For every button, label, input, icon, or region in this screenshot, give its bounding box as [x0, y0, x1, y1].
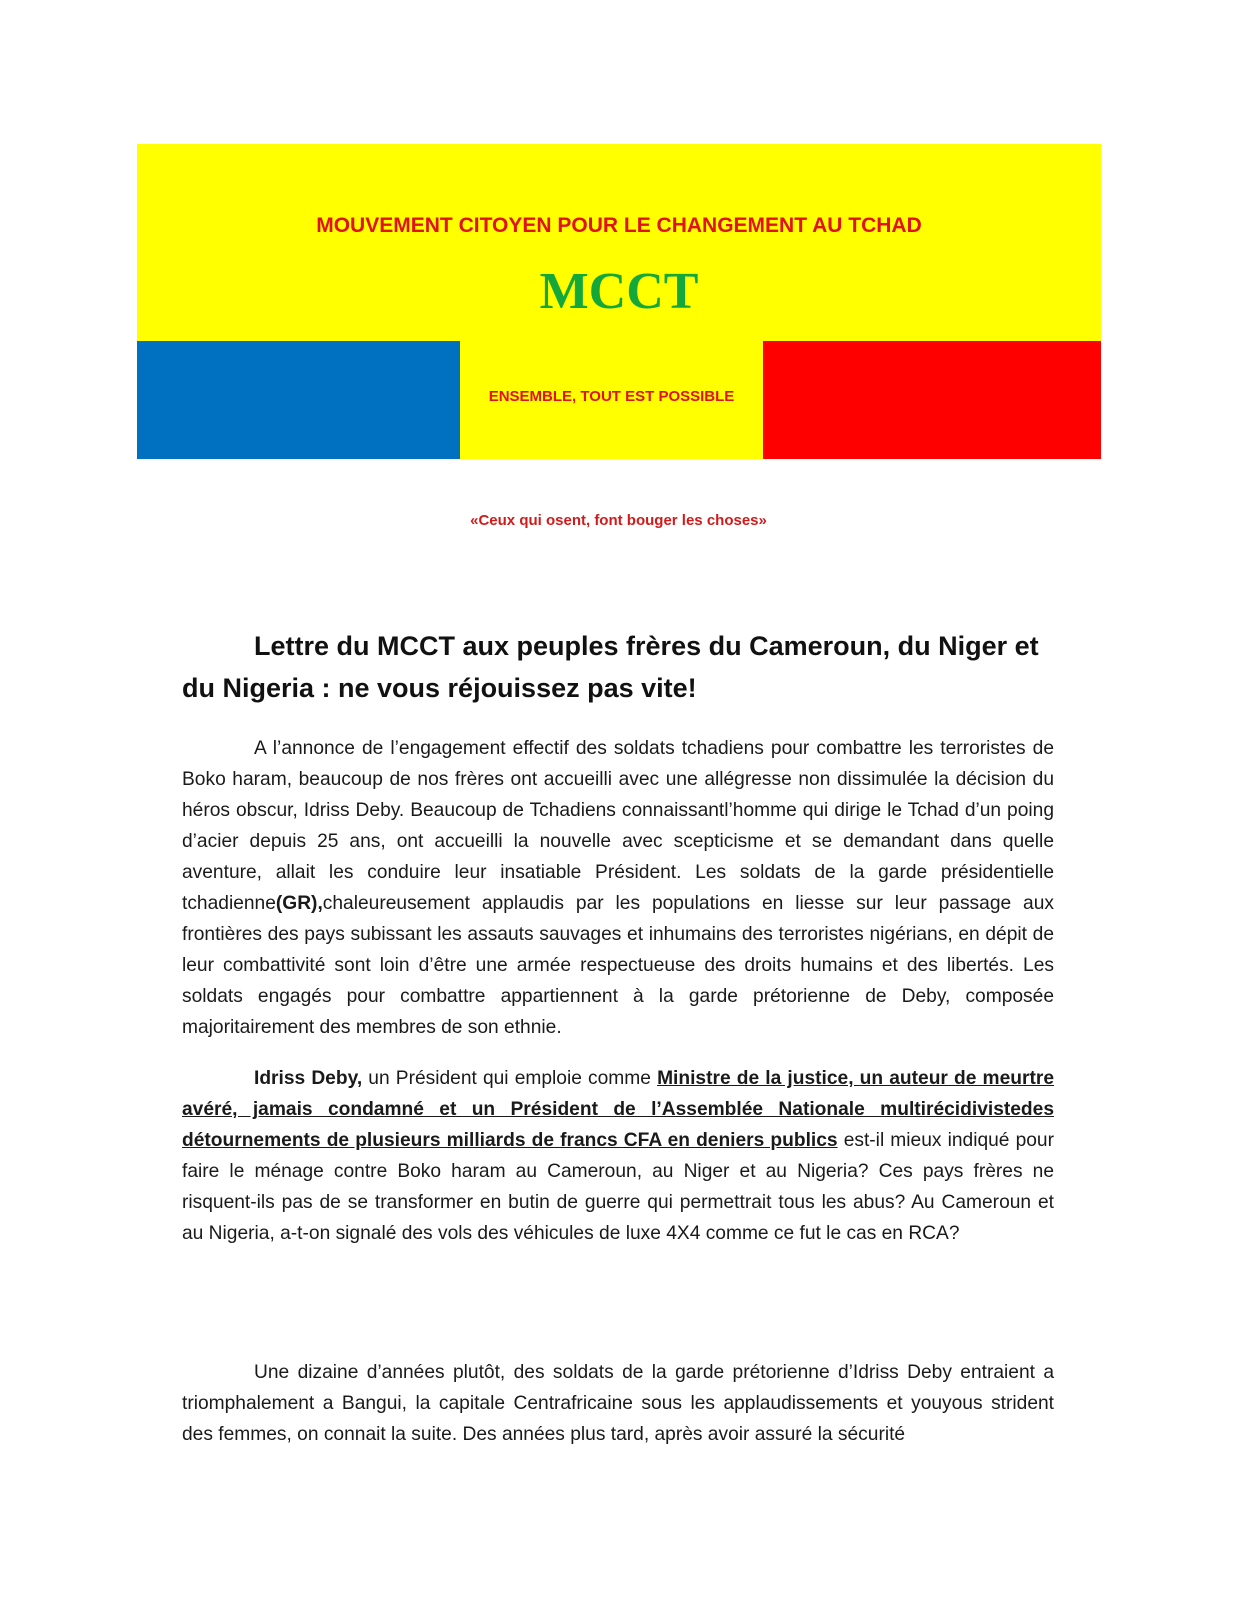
- paragraph-2-bold-name: Idriss Deby,: [254, 1068, 363, 1089]
- slogan-quote: «Ceux qui osent, font bouger les choses»: [470, 512, 767, 529]
- paragraph-2: [182, 1063, 1054, 1249]
- paragraph-1: [182, 733, 1054, 1043]
- letter-title: Lettre du MCCT aux peuples frères du Cameroun, du Niger et du Nigeria : ne vous réjouissez pas vite!: [182, 631, 1039, 703]
- paragraph-2-bold-underlined: Ministre de la justice, un auteur de meurtre avéré, jamais condamné et un Président de l’Assemblée Nationale multirécidivistedes détournements de plusieurs milliards de francs CFA en deniers publics: [182, 1068, 1054, 1151]
- paragraph-3: Une dizaine d’années plutôt, des soldats de la garde prétorienne d’Idriss Deby entraient a triomphalement a Bangui, la capitale Centrafricaine sous les applaudissements et youyous strident des femmes, on connait la suite. Des années plus tard, après avoir assuré la sécurité: [182, 1362, 1054, 1445]
- paragraph-1-text-b: chaleureusement applaudis par les populations en liesse sur leur passage aux frontières des pays subissant les assauts sauvages et inhumains des terroristes nigérians, en dépit de leur combattivité sont loin d’être une armée respectueuse des droits humains et des libertés. Les soldats engagés pour combattre appartiennent à la garde prétorienne de Deby, composée majoritairement des membres de son ethnie.: [182, 893, 1054, 1038]
- flag-blue-band: [137, 341, 460, 459]
- header-banner: [137, 144, 1101, 459]
- paragraph-2-text-b: est-il mieux indiqué pour faire le ménage contre Boko haram au Cameroun, au Niger et au Nigeria? Ces pays frères ne risquent-ils pas de se transformer en butin de guerre qui permettrait tous les abus? Au Cameroun et au Nigeria, a-t-on signalé des vols des véhicules de luxe 4X4 comme ce fut le cas en RCA?: [182, 1130, 1054, 1244]
- movement-motto: ENSEMBLE, TOUT EST POSSIBLE: [488, 388, 735, 405]
- movement-title: MOUVEMENT CITOYEN POUR LE CHANGEMENT AU TCHAD: [316, 214, 922, 237]
- paragraph-1-bold-gr: (GR),: [275, 893, 323, 914]
- paragraph-1-text-a: A l’annonce de l’engagement effectif des soldats tchadiens pour combattre les terroristes de Boko haram, beaucoup de nos frères ont accueilli avec une allégresse non dissimulée la décision du héros obscur, Idriss Deby. Beaucoup de Tchadiens connaissantl’homme qui dirige le Tchad d’un poing d’acier depuis 25 ans, ont accueilli la nouvelle avec scepticisme et se demandant dans quelle aventure, allait les conduire leur insatiable Président. Les soldats de la garde présidentielle tchadienne: [182, 738, 1054, 914]
- paragraph-2-text-a: un Président qui emploie comme: [362, 1068, 658, 1089]
- movement-acronym: MCCT: [539, 263, 699, 320]
- flag-red-band: [763, 341, 1101, 459]
